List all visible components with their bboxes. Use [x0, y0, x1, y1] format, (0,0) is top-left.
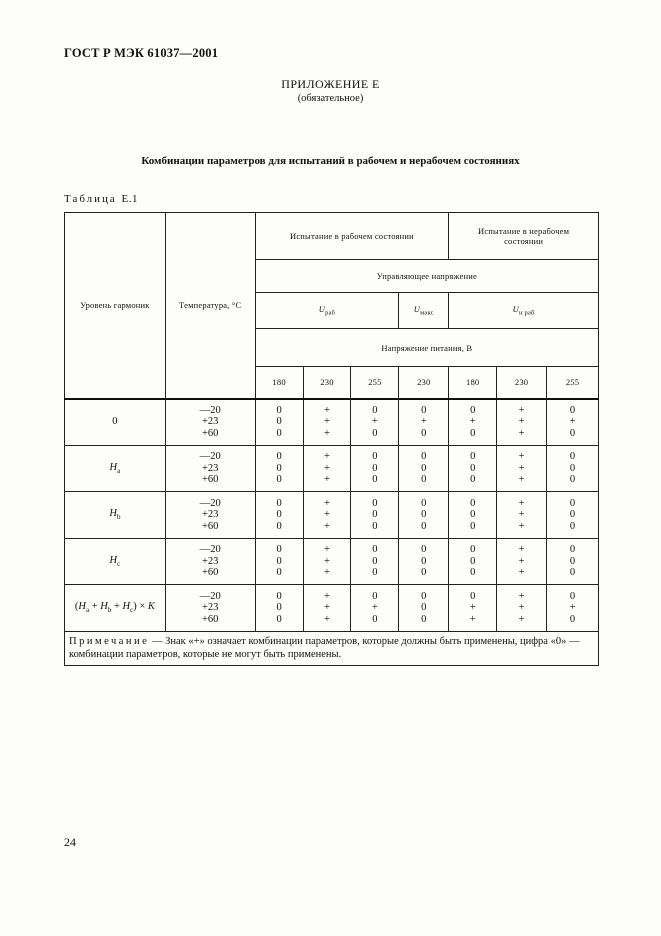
- harmonic-level-cell: $H_a$: [65, 446, 166, 492]
- combination-cell: 0 + 0: [547, 399, 599, 446]
- temperature-cell: —20 +23 +60: [165, 399, 255, 446]
- temperature-cell: —20 +23 +60: [165, 446, 255, 492]
- harmonic-level-header: Уровень гармоник: [65, 213, 166, 399]
- table-row: [65, 492, 599, 539]
- harmonic-level-cell: $H_b$: [65, 492, 166, 539]
- note-text: — Знак «+» означает комбинации параметров, которые должны быть применены, цифра «0» — комбинации параметров, которые не могут быть применены.: [69, 636, 580, 660]
- combination-cell: 0 + 0: [399, 399, 449, 446]
- table-label-number: Е.1: [121, 193, 139, 205]
- combination-cell: + + +: [497, 399, 547, 446]
- appendix-title: ПРИЛОЖЕНИЕ Е: [281, 77, 380, 91]
- combination-cell: 0 + 0: [449, 399, 497, 446]
- temperature-cell: —20 +23 +60: [165, 492, 255, 539]
- combination-cell: 0 0 0: [351, 539, 399, 585]
- appendix-status: (обязательное): [297, 93, 364, 104]
- combination-cell: 0 0 0: [449, 539, 497, 585]
- standard-designation: ГОСТ Р МЭК 61037—2001: [64, 46, 219, 60]
- voltage-header: 230: [399, 367, 449, 399]
- combination-cell: 0 0 0: [399, 539, 449, 585]
- table-note: [65, 632, 599, 666]
- combination-cell: 0 + +: [449, 585, 497, 632]
- combination-cell: 0 0 0: [547, 446, 599, 492]
- combination-cell: 0 + 0: [351, 399, 399, 446]
- combination-cell: 0 0 0: [399, 492, 449, 539]
- harmonic-level-cell: 0: [65, 399, 166, 446]
- combination-cell: 0 0 0: [547, 539, 599, 585]
- combination-cell: + + +: [303, 399, 351, 446]
- u-work-header: $U_{раб}$: [255, 293, 399, 329]
- combination-cell: + + +: [497, 539, 547, 585]
- combination-cell: + + +: [303, 492, 351, 539]
- combination-cell: 0 0 0: [449, 446, 497, 492]
- temperature-cell: —20 +23 +60: [165, 539, 255, 585]
- combination-cell: 0 0 0: [255, 446, 303, 492]
- working-test-header: Испытание в рабочем состоянии: [255, 213, 449, 260]
- temperature-header: Температура, °С: [165, 213, 255, 399]
- combination-cell: 0 + 0: [351, 585, 399, 632]
- table-row: [65, 585, 599, 632]
- voltage-header: 230: [303, 367, 351, 399]
- table-row: [65, 446, 599, 492]
- combination-cell: + + +: [497, 585, 547, 632]
- harmonic-level-cell: $H_c$: [65, 539, 166, 585]
- combination-cell: + + +: [303, 585, 351, 632]
- combination-cell: + + +: [303, 539, 351, 585]
- combination-cell: + + +: [497, 492, 547, 539]
- voltage-header: 230: [497, 367, 547, 399]
- combination-cell: 0 0 0: [547, 492, 599, 539]
- combination-cell: 0 + 0: [547, 585, 599, 632]
- combination-cell: 0 0 0: [255, 399, 303, 446]
- combination-cell: 0 0 0: [255, 585, 303, 632]
- u-max-header: $U_{макс}$: [399, 293, 449, 329]
- table-row: [65, 399, 599, 446]
- combination-cell: + + +: [497, 446, 547, 492]
- section-title: Комбинации параметров для испытаний в рабочем и нерабочем состояниях: [141, 155, 520, 167]
- voltage-header: 180: [449, 367, 497, 399]
- voltage-header: 255: [547, 367, 599, 399]
- table-label: [64, 193, 138, 205]
- parameters-table: [64, 212, 599, 666]
- combination-cell: 0 0 0: [255, 492, 303, 539]
- harmonic-level-cell: $(H_a + H_b + H_c) \times K$: [65, 585, 166, 632]
- table-row: [65, 539, 599, 585]
- page-number: 24: [64, 835, 76, 849]
- note-label: Примечание: [69, 636, 150, 647]
- voltage-header: 255: [351, 367, 399, 399]
- combination-cell: 0 0 0: [255, 539, 303, 585]
- supply-voltage-header: Напряжение питания, В: [255, 329, 598, 367]
- voltage-header: 180: [255, 367, 303, 399]
- nonworking-test-header: Испытание в нерабочем состоянии: [449, 213, 599, 260]
- combination-cell: 0 0 0: [399, 585, 449, 632]
- table-label-word: Таблица: [64, 193, 117, 205]
- combination-cell: 0 0 0: [449, 492, 497, 539]
- u-nonwork-header: $U_{н раб}$: [449, 293, 599, 329]
- control-voltage-header: Управляющее напряжение: [255, 260, 598, 293]
- combination-cell: 0 0 0: [351, 492, 399, 539]
- combination-cell: 0 0 0: [351, 446, 399, 492]
- combination-cell: + + +: [303, 446, 351, 492]
- combination-cell: 0 0 0: [399, 446, 449, 492]
- temperature-cell: —20 +23 +60: [165, 585, 255, 632]
